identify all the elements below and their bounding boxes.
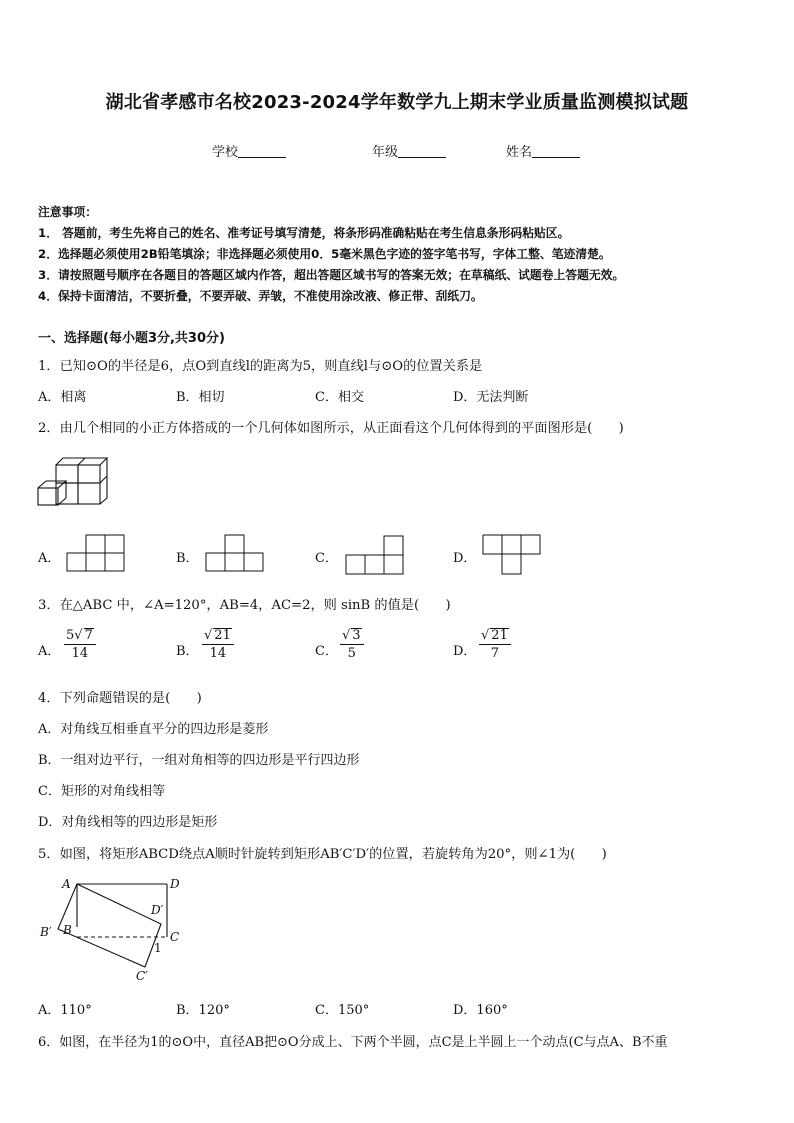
notes-heading: 注意事项： — [38, 205, 97, 219]
q5-label-angle-1: 1 — [154, 941, 162, 955]
q4-stem: 4．下列命题错误的是( ) — [38, 691, 202, 706]
q1-option-d[interactable]: D．无法判断 — [453, 390, 529, 405]
q3-option-d-value[interactable]: $\frac{√ 21}{7}$ — [479, 628, 511, 660]
q4-option-b[interactable]: B．一组对边平行，一组对角相等的四边形是平行四边形 — [38, 753, 360, 768]
q5-label-c-prime: C′ — [136, 969, 148, 983]
q1-option-a[interactable]: A．相离 — [38, 390, 87, 405]
q2-option-b[interactable]: B． — [176, 551, 199, 566]
grade-blank[interactable] — [398, 145, 446, 158]
q5-option-d[interactable]: D．160° — [453, 1003, 508, 1018]
q1-option-b[interactable]: B．相切 — [176, 390, 225, 405]
q5-option-c[interactable]: C．150° — [315, 1003, 370, 1018]
school-field[interactable] — [212, 141, 286, 160]
q2-option-c[interactable]: C． — [315, 551, 338, 566]
q2-option-b-figure[interactable] — [205, 533, 265, 573]
grade-label: 年级 — [372, 145, 399, 160]
q3-option-c-value[interactable]: $\frac{√ 3}{5}$ — [340, 628, 364, 660]
q2-option-c-figure[interactable] — [345, 533, 405, 577]
q5-label-a: A — [62, 877, 71, 891]
q5-option-a[interactable]: A．110° — [38, 1003, 92, 1018]
name-field[interactable] — [506, 141, 580, 160]
note-item-4: 4．保持卡面清洁，不要折叠，不要弄破、弄皱，不准使用涂改液、修正带、刮纸刀。 — [38, 289, 483, 303]
note-item-1: 1． 答题前，考生先将自己的姓名、准考证号填写清楚，将条形码准确粘贴在考生信息条形码粘贴区。 — [38, 226, 570, 240]
note-item-2: 2．选择题必须使用2B铅笔填涂；非选择题必须使用0．5毫米黑色字迹的签字笔书写，字体工整、笔迹清楚。 — [38, 247, 611, 261]
q4-option-a[interactable]: A．对角线互相垂直平分的四边形是菱形 — [38, 722, 269, 737]
q5-stem: 5．如图，将矩形ABCD绕点A顺时针旋转到矩形AB′C′D′的位置，若旋转角为20°，则∠1为( ) — [38, 847, 607, 862]
q5-label-d: D — [170, 877, 180, 891]
q5-rectangle-figure — [36, 872, 196, 987]
q2-stem: 2．由几个相同的小正方体搭成的一个几何体如图所示，从正面看这个几何体得到的平面图形是( ) — [38, 421, 624, 436]
q4-option-c[interactable]: C．矩形的对角线相等 — [38, 784, 165, 799]
q2-option-a[interactable]: A． — [38, 551, 61, 566]
q5-label-d-prime: D′ — [151, 903, 164, 917]
page-title: 湖北省孝感市名校2023-2024学年数学九上期末学业质量监测模拟试题 — [105, 92, 689, 113]
q3-option-b[interactable]: B． — [176, 644, 199, 659]
q2-option-d-figure[interactable] — [482, 533, 544, 577]
school-blank[interactable] — [238, 145, 286, 158]
q5-label-b-prime: B′ — [40, 925, 52, 939]
q1-stem: 1．已知⊙O的半径是6，点O到直线l的距离为5，则直线l与⊙O的位置关系是 — [38, 359, 483, 374]
section-heading: 一、选择题(每小题3分,共30分) — [38, 331, 225, 346]
q6-stem: 6．如图，在半径为1的⊙O中，直径AB把⊙O分成上、下两个半圆，点C是上半圆上一个动点(C与点A、B不重 — [38, 1035, 668, 1050]
q2-option-d[interactable]: D． — [453, 551, 477, 566]
q3-option-a[interactable]: A． — [38, 644, 61, 659]
q5-option-b[interactable]: B．120° — [176, 1003, 230, 1018]
q2-option-a-figure[interactable] — [66, 533, 126, 573]
grade-field[interactable] — [372, 141, 446, 160]
q3-option-d[interactable]: D． — [453, 644, 477, 659]
q5-label-b: B — [63, 923, 72, 937]
note-item-3: 3．请按照题号顺序在各题目的答题区域内作答，超出答题区域书写的答案无效；在草稿纸、试题卷上答题无效。 — [38, 268, 625, 282]
name-label: 姓名 — [506, 145, 533, 160]
q3-option-b-value[interactable]: $\frac{√ 21}{14}$ — [202, 628, 234, 660]
school-label: 学校 — [212, 145, 239, 160]
q1-option-c[interactable]: C．相交 — [315, 390, 364, 405]
name-blank[interactable] — [532, 145, 580, 158]
q2-cube-figure — [36, 452, 108, 508]
q3-stem: 3．在△ABC 中，∠A=120°，AB=4，AC=2，则 sinB 的值是( ) — [38, 598, 451, 613]
q3-option-c[interactable]: C． — [315, 644, 338, 659]
q5-label-c: C — [170, 930, 180, 944]
q3-option-a-value[interactable]: $\frac{5√ 7}{14}$ — [64, 628, 96, 660]
q4-option-d[interactable]: D．对角线相等的四边形是矩形 — [38, 815, 218, 830]
